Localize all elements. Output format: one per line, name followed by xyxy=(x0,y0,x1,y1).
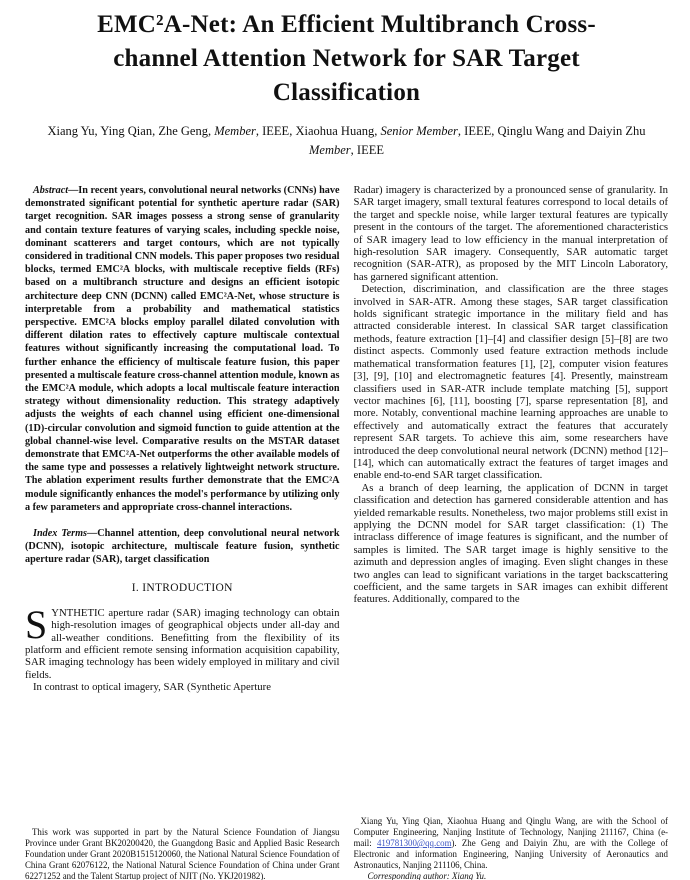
right-column xyxy=(354,184,669,880)
body-paragraph-1: Radar) imagery is characterized by a pronounced sense of granularity. In SAR target imagery, small textural features correspond to local details of the target and speckle noise, while larger textural features are typically present in the contours of the target. The aforementioned characteristics of SAR imagery lead to low efficiency in the manual interpretation of high-resolution SAR imagery. Consequently, SAR automatic target recognition (SAR-ATR), as proposed by the MIT Lincoln Laboratory, has garnered significant attention. xyxy=(353,184,668,283)
index-terms-text: —Channel attention, deep convolutional neural network (DCNN), isotopic architecture, multiscale feature fusion, synthetic aperture radar (SAR), target classification xyxy=(25,528,340,566)
body-paragraph-2: Detection, discrimination, and classification are the three stages involved in SAR-ATR. Among these stages, SAR target classification holds significant strategic importance in the military field and has attracted considerable interest. In classical SAR target classification methods, feature extraction [1]–[4] and classifier design [5]–[8] are two distinct aspects. Commonly used feature extraction methods include mathematical transformation features [1], [2], computer vision features [3], [9], [10] and electromagnetic features [4]. Presently, mainstream classifiers used in SAR-ATR include template matching [5], support vector machines [6], [11], boosting [7], sparse representation [8], and more. Notably, conventional machine learning approaches are unable to effectively and automatically extract the features that accurately represent SAR targets. To achieve this aim, some researchers have introduced the deep convolutional neural network (DCNN) method [12]–[14], which can automatically extract the features of target images and enable end-to-end SAR target classification. xyxy=(353,283,668,482)
funding-footnote-text: This work was supported in part by the Natural Science Foundation of Jiangsu Province under Grant BK20200420, the Guangdong Basic and Applied Basic Research Foundation under Grant 2020B1515120060, the National Natural Science Foundation of China Grant 62076122, the National Natural Science Foundation of China under Grant 62271252 and the Talent Startup project of NJIT (No. YKJ201982). xyxy=(25,827,340,880)
dropcap-letter: S xyxy=(25,601,48,647)
left-column xyxy=(25,184,340,880)
author-segment-senior-member: Senior Member xyxy=(380,124,458,138)
author-line xyxy=(25,122,668,160)
two-column-body xyxy=(25,184,668,880)
funding-footnote xyxy=(25,827,340,880)
abstract-text: —In recent years, convolutional neural networks (CNNs) have demonstrated significant potential for synthetic aperture radar (SAR) target recognition. SAR images possess a strong sense of granularity and contain texture features of varying scales, including speckle noise, dominant scatterers and target contours, which are not typically considered in traditional CNN models. This paper proposes two residual blocks, termed EMC²A blocks, with multiscale receptive fields (RFs) based on a multibranch structure and designs an efficient isotopic architecture deep CNN (DCNN) called EMC²A-Net, whose structure is interpretable from a probability and mathematical statistics perspective. EMC²A blocks employ parallel dilated convolution with different dilation rates to effectively capture multiscale contextual features without significantly increasing the computational load. To further enhance the efficiency of multiscale feature fusion, this paper presented a multiscale feature cross-channel attention module, known as the EMC²A module, which adopts a local multiscale feature interaction strategy without dimensionality reduction. This strategy adaptively adjusts the weights of each channel using efficient one-dimensional (1D)-circular convolution and sigmoid function to guide attention at the global channel-wise level. Comparative results on the MSTAR dataset demonstrate that EMC²A-Net outperforms the other available models of the same type and possesses a relatively lightweight network structure. The ablation experiment results further demonstrate that the EMC²A module significantly enhances the model's performance by utilizing only a few parameters and appropriate cross-channel interactions. xyxy=(25,185,340,513)
author-segment-member: Member xyxy=(214,124,256,138)
affiliation-footnote xyxy=(354,816,669,880)
author-segment: , IEEE xyxy=(350,143,384,157)
abstract-lead: Abstract xyxy=(33,185,69,196)
abstract xyxy=(25,184,340,514)
affiliation-segment: Xiang Yu, Ying Qian, Xiaohua Huang and Qinglu Wang, are with the School of Computer Engineering, Nanjing Institute of Technology, Nanjing 211167, China (e-mail: xyxy=(353,816,668,848)
index-terms xyxy=(25,527,340,567)
affiliation-segment: ). Zhe Geng and Daiyin Zhu, are with the College of Electronic and information Engineering, Nanjing University of Aeronautics and Astronautics, Nanjing 211106, China. xyxy=(353,838,668,870)
email-link[interactable]: 419781300@qq.com xyxy=(376,838,452,848)
author-segment: , IEEE, Xiaohua Huang, xyxy=(255,124,381,138)
intro-paragraph-1-text: YNTHETIC aperture radar (SAR) imaging technology can obtain high-resolution images of geographical objects under all-day and all-weather conditions. Benefitting from the flexibility of its platform and efficient remote sensing information acquisition capability, SAR imaging technology has been widely employed in military and civil fields. xyxy=(25,606,340,681)
body-paragraph-3: As a branch of deep learning, the application of DCNN in target classification and detection has garnered considerable attention and has yielded remarkable results. Nonetheless, two major problems still exist in applying the DCNN model for SAR target classification: (1) The intraclass difference of image features is significant, and the number of samples is limited. The SAR target image is highly sensitive to the azimuth and depression angles of imaging. Even slight changes in these two angles can lead to significant variations in the target backscattering coefficient, and the same targets in SAR images can exhibit different features. Additionally, compared to the xyxy=(353,481,668,606)
corresponding-author-note: Corresponding author: Xiang Yu. xyxy=(367,871,487,880)
author-segment: Xiang Yu, Ying Qian, Zhe Geng, xyxy=(47,124,215,138)
author-segment-member: Member xyxy=(309,143,351,157)
intro-paragraph-2: In contrast to optical imagery, SAR (Synthetic Aperture xyxy=(33,681,271,694)
author-segment: , IEEE, Qinglu Wang and Daiyin Zhu xyxy=(457,124,646,138)
intro-paragraph-1 xyxy=(25,601,340,681)
index-terms-lead: Index Terms xyxy=(33,528,88,540)
paper-title: EMC²A-Net: An Efficient Multibranch Cross-channel Attention Network for SAR Target Classification xyxy=(97,11,596,106)
affiliation-footnote-text xyxy=(354,816,669,871)
section-heading-introduction: I. INTRODUCTION xyxy=(131,581,233,594)
